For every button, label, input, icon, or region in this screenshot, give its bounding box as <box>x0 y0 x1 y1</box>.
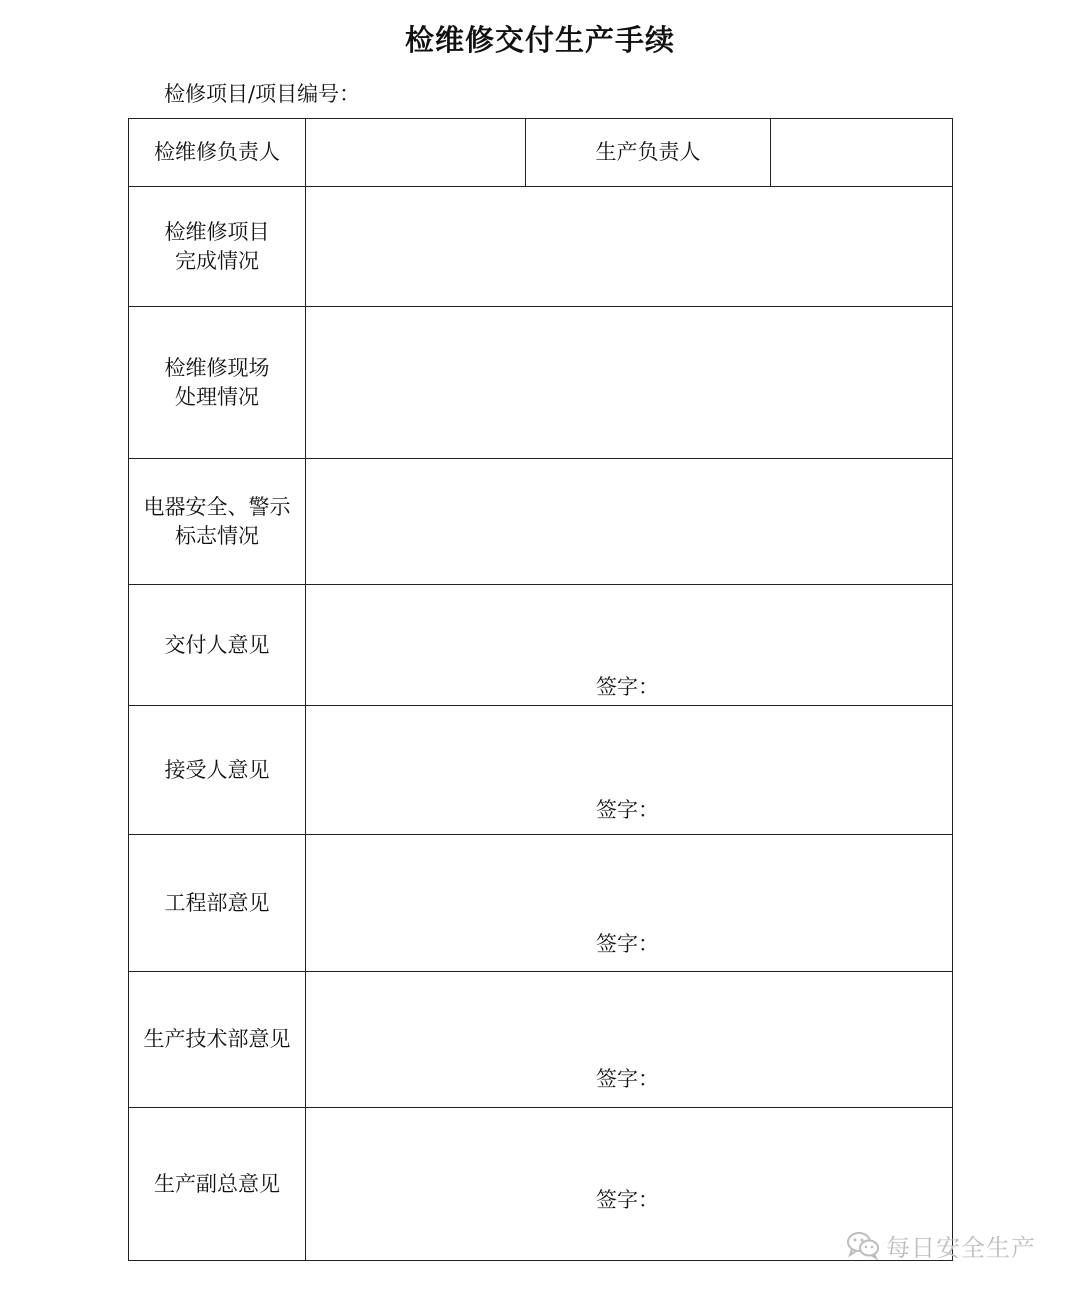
watermark-text: 每日安全生产 <box>886 1233 1036 1262</box>
row-label <box>129 187 306 307</box>
watermark <box>846 1228 1036 1262</box>
form-row <box>129 459 953 585</box>
signature-label: 签字： <box>596 675 659 699</box>
signature-label: 签字： <box>596 932 659 956</box>
receiver-opinion-field[interactable] <box>306 706 953 835</box>
row-label: 生产技术部意见 <box>129 972 306 1108</box>
row-label <box>129 307 306 459</box>
maintenance-lead-label: 检维修负责人 <box>129 119 306 187</box>
completion-status-field[interactable] <box>306 187 953 307</box>
row-label: 交付人意见 <box>129 585 306 706</box>
production-tech-dept-opinion-field[interactable] <box>306 972 953 1108</box>
form-row <box>129 307 953 459</box>
wechat-icon <box>846 1230 880 1260</box>
maintenance-lead-field[interactable] <box>306 119 526 187</box>
row-label <box>129 459 306 585</box>
header-row <box>129 119 953 187</box>
row-label-line: 检维修项目 <box>164 219 270 244</box>
row-label: 生产副总意见 <box>129 1108 306 1261</box>
deliverer-opinion-field[interactable] <box>306 585 953 706</box>
form-row <box>129 1108 953 1261</box>
electrical-safety-field[interactable] <box>306 459 953 585</box>
form-row <box>129 585 953 706</box>
production-lead-label: 生产负责人 <box>526 119 771 187</box>
site-handling-field[interactable] <box>306 307 953 459</box>
signature-label: 签字： <box>596 798 659 822</box>
row-label-line: 完成情况 <box>175 248 259 273</box>
signature-label: 签字： <box>596 1067 659 1091</box>
form-row <box>129 706 953 835</box>
form-row <box>129 187 953 307</box>
row-label: 接受人意见 <box>129 706 306 835</box>
handover-form-table <box>128 118 953 1261</box>
production-lead-field[interactable] <box>771 119 953 187</box>
engineering-dept-opinion-field[interactable] <box>306 835 953 972</box>
row-label-line: 电器安全、警示 <box>143 494 291 519</box>
row-label-line: 标志情况 <box>175 523 259 548</box>
row-label: 工程部意见 <box>129 835 306 972</box>
row-label-line: 检维修现场 <box>164 355 270 380</box>
document-title: 检维修交付生产手续 <box>404 23 675 57</box>
form-row <box>129 835 953 972</box>
signature-label: 签字： <box>596 1188 659 1212</box>
project-field-label: 检修项目/项目编号： <box>164 82 361 106</box>
form-row <box>129 972 953 1108</box>
row-label-line: 处理情况 <box>175 384 259 409</box>
